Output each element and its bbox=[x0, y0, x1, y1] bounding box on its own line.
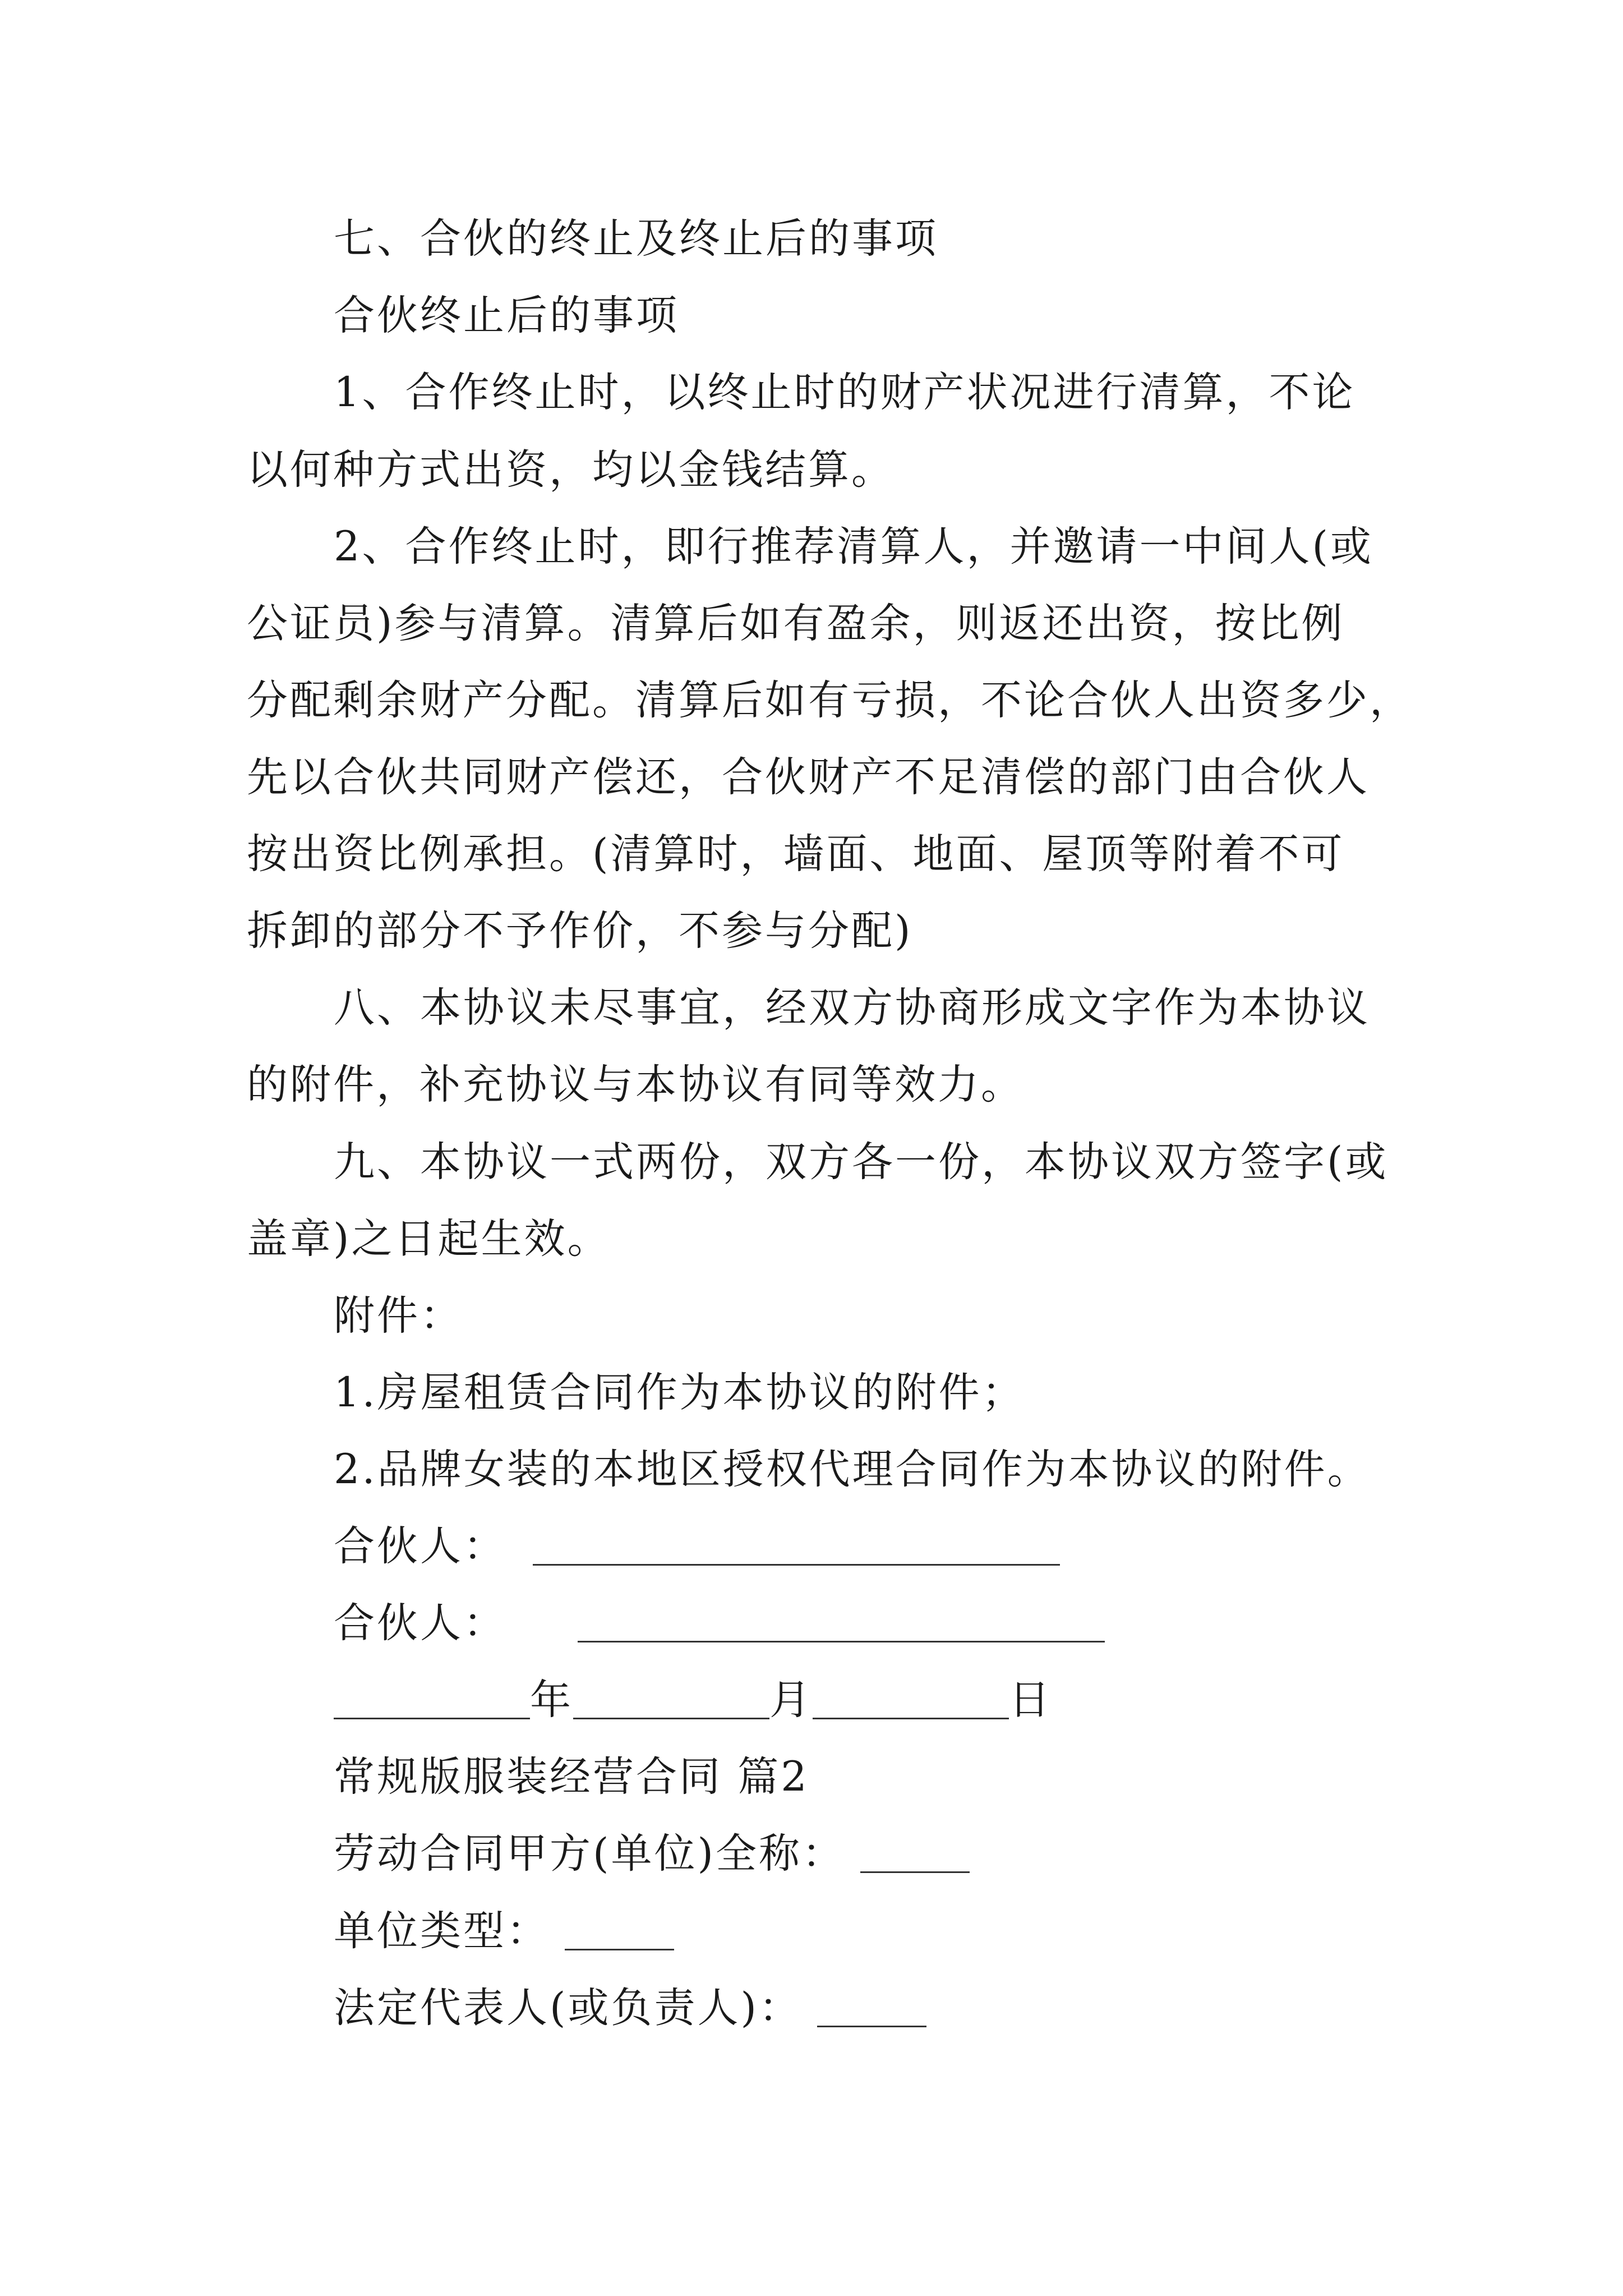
legal-rep-blank bbox=[817, 1986, 926, 2027]
party-a-label: 劳动合同甲方(单位)全称： bbox=[334, 1830, 845, 1878]
date-row bbox=[334, 1673, 1052, 1727]
section-7-heading: 七、合伙的终止及终止后的事项 bbox=[334, 215, 938, 263]
attachment-item-1: 1.房屋租赁合同作为本协议的附件； bbox=[334, 1369, 1025, 1416]
partner-1-label: 合伙人： bbox=[334, 1522, 506, 1570]
section-9-line-2: 盖章)之日起生效。 bbox=[247, 1215, 611, 1263]
item-2-line-1: 2、合作终止时，即行推荐清算人，并邀请一中间人(或 bbox=[334, 523, 1373, 570]
section-8-line-1: 八、本协议未尽事宜，经双方协商形成文字作为本协议 bbox=[334, 984, 1370, 1032]
year-blank bbox=[334, 1678, 530, 1719]
item-1-line-2: 以何种方式出资，均以金钱结算。 bbox=[247, 446, 895, 494]
party-a-row bbox=[334, 1827, 970, 1881]
unit-type-label: 单位类型： bbox=[334, 1907, 550, 1955]
attachment-item-2: 2.品牌女装的本地区授权代理合同作为本协议的附件。 bbox=[334, 1446, 1371, 1493]
day-label: 日 bbox=[1009, 1676, 1052, 1724]
partner-1-signature-row bbox=[334, 1520, 1060, 1573]
item-2-line-3: 分配剩余财产分配。清算后如有亏损，不论合伙人出资多少， bbox=[247, 677, 1413, 724]
partner-2-label: 合伙人： bbox=[334, 1599, 506, 1647]
item-1-line-1: 1、合作终止时，以终止时的财产状况进行清算，不论 bbox=[334, 369, 1355, 416]
item-2-line-4: 先以合伙共同财产偿还，合伙财产不足清偿的部门由合伙人 bbox=[247, 753, 1370, 801]
month-blank bbox=[573, 1678, 769, 1719]
party-a-blank bbox=[860, 1832, 970, 1873]
partner-2-signature-row bbox=[334, 1596, 1105, 1650]
unit-type-row bbox=[334, 1904, 674, 1958]
attachments-label: 附件： bbox=[334, 1292, 463, 1340]
item-2-line-2: 公证员)参与清算。清算后如有盈余，则返还出资，按比例 bbox=[247, 600, 1345, 647]
item-2-line-6: 拆卸的部分不予作价，不参与分配) bbox=[247, 907, 913, 955]
legal-rep-row bbox=[334, 1981, 926, 2035]
partner-1-signature-blank bbox=[533, 1525, 1060, 1566]
section-8-line-2: 的附件，补充协议与本协议有同等效力。 bbox=[247, 1061, 1024, 1108]
year-label: 年 bbox=[530, 1676, 573, 1724]
unit-type-blank bbox=[565, 1910, 674, 1950]
section-9-line-1: 九、本协议一式两份，双方各一份，本协议双方签字(或 bbox=[334, 1138, 1389, 1186]
contract-2-title: 常规版服装经营合同 篇2 bbox=[334, 1753, 809, 1801]
day-blank bbox=[813, 1678, 1009, 1719]
partner-2-signature-blank bbox=[578, 1602, 1105, 1642]
section-7-subheading: 合伙终止后的事项 bbox=[334, 292, 679, 339]
month-label: 月 bbox=[769, 1676, 813, 1724]
item-2-line-5: 按出资比例承担。(清算时，墙面、地面、屋顶等附着不可 bbox=[247, 830, 1345, 878]
legal-rep-label: 法定代表人(或负责人)： bbox=[334, 1984, 802, 2032]
